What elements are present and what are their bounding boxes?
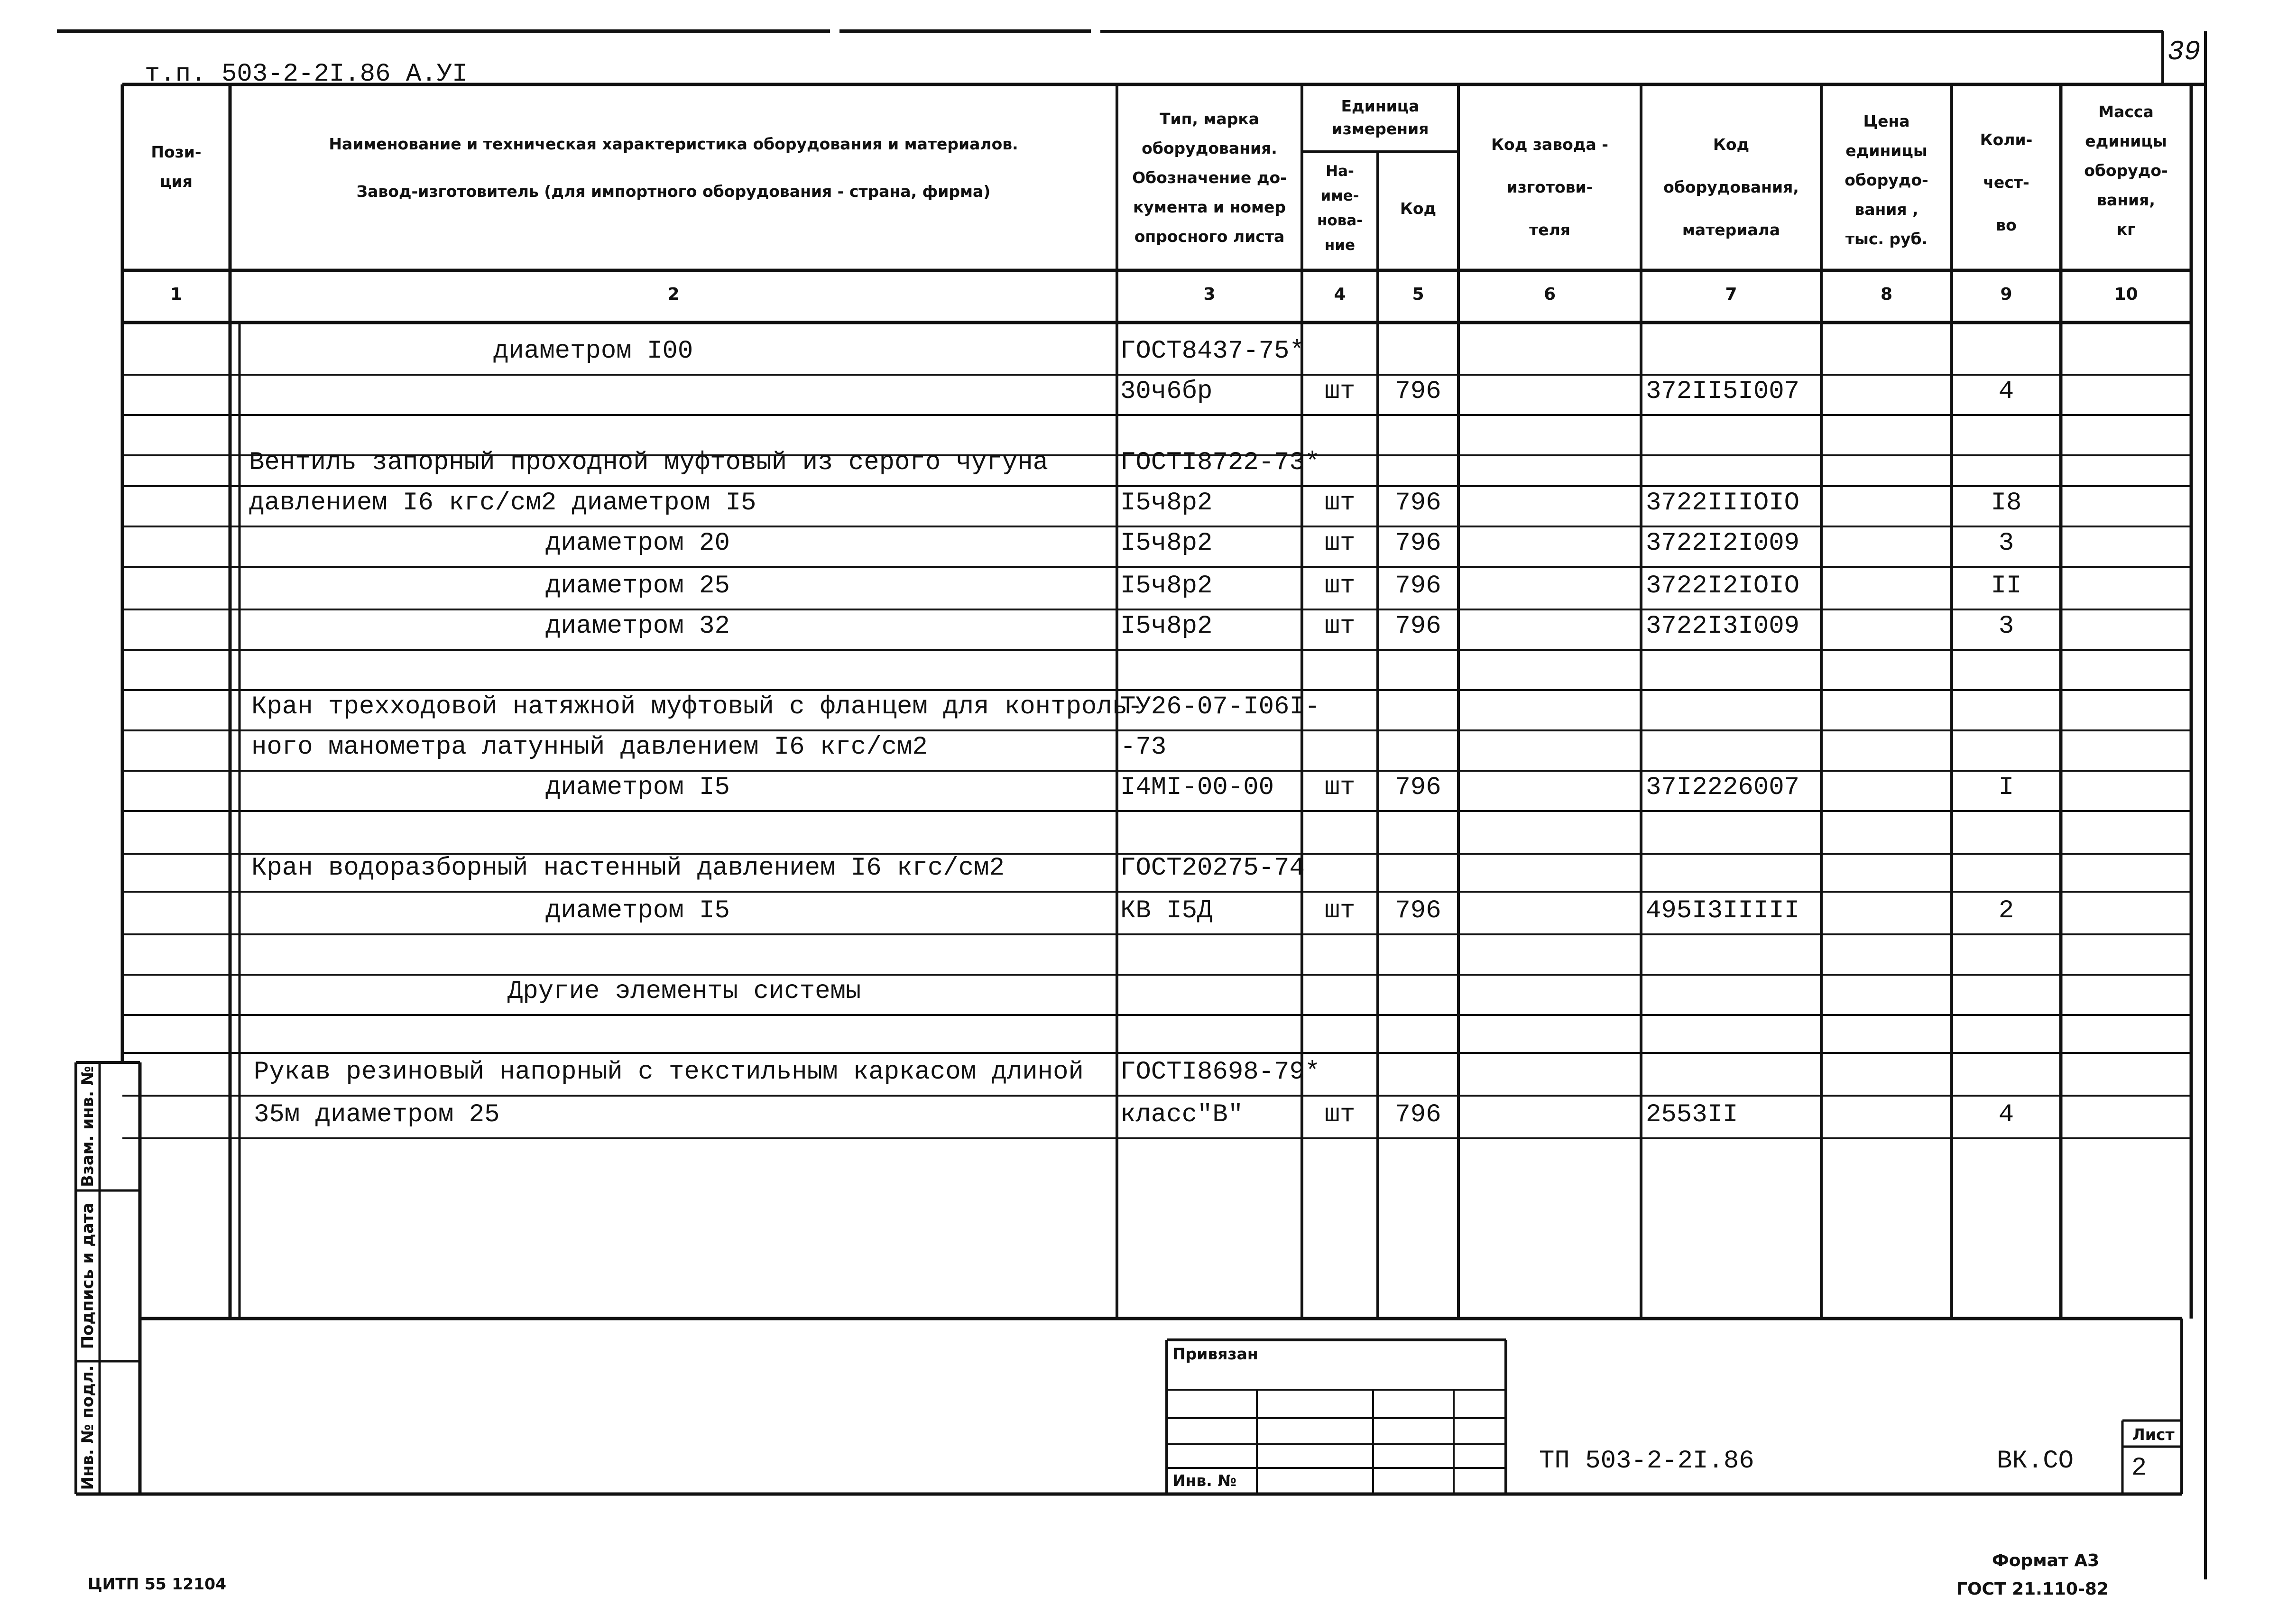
row-unit: шт [1324,489,1356,517]
row-name: Другие элементы системы [507,977,861,1006]
row-name: Кран трехходовой натяжной муфтовый с фланцем для контроль- [251,692,1143,721]
row-type: ГОСТI8722-73* [1120,448,1320,477]
column-number-9: 9 [2000,285,2012,304]
row-name: давлением I6 кгс/см2 диаметром I5 [249,489,756,517]
row-type: -73 [1120,733,1167,762]
row-unit-code: 796 [1395,612,1441,641]
gost-label: ГОСТ 21.110-82 [1956,1579,2109,1598]
row-unit-code: 796 [1395,773,1441,802]
row-unit: шт [1324,572,1356,600]
row-name: диаметром 20 [545,529,730,558]
header-unit-group: Единица измерения [1331,97,1429,138]
row-name: диаметром I00 [493,337,693,366]
privyazan-label: Привязан [1172,1345,1258,1363]
column-number-5: 5 [1412,285,1424,304]
column-number-7: 7 [1725,285,1737,304]
row-type: I5ч8р2 [1120,572,1213,600]
header-quantity: Коли- чест- во [1980,130,2033,234]
row-qty: II [1991,572,2022,600]
row-type: I4МI-00-00 [1120,773,1274,802]
row-type: КВ I5Д [1120,896,1213,925]
row-unit-code: 796 [1395,896,1441,925]
column-number-4: 4 [1334,285,1346,304]
row-code: 3722I2IOIO [1646,572,1800,600]
column-number-6: 6 [1543,285,1556,304]
row-code: 372II5I007 [1646,377,1800,406]
row-qty: 4 [1998,377,2014,406]
row-unit: шт [1324,773,1356,802]
footer-code: ЦИТП 55 12104 [88,1575,227,1593]
row-type: I5ч8р2 [1120,529,1213,558]
row-type: I5ч8р2 [1120,612,1213,641]
header-position: Пози- ция [151,143,202,191]
row-type: ГОСТI8698-79* [1120,1058,1320,1087]
header-name-line2: Завод-изготовитель (для импортного оборудования - страна, фирма) [356,182,991,201]
row-type: 30ч6бр [1120,377,1213,406]
row-unit: шт [1324,529,1356,558]
designation: ТП 503-2-2I.86 [1539,1447,1754,1476]
row-qty: 3 [1998,612,2014,641]
document-mark: ВК.СО [1997,1447,2074,1476]
row-unit: шт [1324,1100,1356,1129]
page-number: 39 [2168,37,2201,68]
row-name: диаметром I5 [545,896,730,925]
row-code: 3722I2I009 [1646,529,1800,558]
side-sign-date: Подпись и дата [78,1202,97,1349]
row-qty: I [1998,773,2014,802]
row-name: Кран водоразборный настенный давлением I6 кгс/см2 [251,854,1005,883]
row-name: диаметром I5 [545,773,730,802]
row-name: Рукав резиновый напорный с текстильным каркасом длиной [254,1058,1084,1087]
header-name-line1: Наименование и техническая характеристика оборудования и материалов. [329,135,1018,153]
row-type: ГОСТ20275-74 [1120,854,1305,883]
header-equipment-code: Код оборудования, материала [1663,135,1799,239]
sheet-label: Лист [2132,1425,2175,1444]
row-code: 37I2226007 [1646,773,1800,802]
row-name: диаметром 25 [545,572,730,600]
row-unit-code: 796 [1395,489,1441,517]
row-type: ТУ26-07-I06I- [1120,692,1320,721]
inv-no-label: Инв. № [1172,1471,1237,1490]
row-name: 35м диаметром 25 [254,1100,500,1129]
row-unit-code: 796 [1395,377,1441,406]
format-label: Формат А3 [1992,1551,2100,1570]
row-code: 3722I3I009 [1646,612,1800,641]
row-type: ГОСТ8437-75* [1120,337,1305,366]
row-name: ного манометра латунный давлением I6 кгс/см2 [251,733,928,762]
row-type: класс"В" [1120,1100,1244,1129]
row-qty: 3 [1998,529,2014,558]
side-inv-podl: Инв. № подл. [78,1365,97,1490]
row-name: диаметром 32 [545,612,730,641]
header-price: Цена единицы оборудо- вания , тыс. руб. [1845,112,1928,248]
row-code: 3722IIIOIO [1646,489,1800,517]
column-number-2: 2 [667,285,680,304]
column-number-3: 3 [1203,285,1216,304]
header-type: Тип, марка оборудования. Обозначение до- кумента и номер опросного листа [1132,110,1287,246]
row-unit-code: 796 [1395,529,1441,558]
row-unit: шт [1324,377,1356,406]
doc-reference: т.п. 503-2-2I.86 А.УI [145,60,468,89]
row-unit: шт [1324,896,1356,925]
column-number-8: 8 [1880,285,1893,304]
header-unit-code: Код [1400,199,1437,218]
row-unit-code: 796 [1395,572,1441,600]
header-unit-name: На- име- нова- ние [1317,163,1363,254]
row-code: 495I3IIIII [1646,896,1800,925]
row-qty: 4 [1998,1100,2014,1129]
row-name: Вентиль запорный проходной муфтовый из серого чугуна [249,448,1049,477]
row-unit-code: 796 [1395,1100,1441,1129]
row-type: I5ч8р2 [1120,489,1213,517]
row-qty: 2 [1998,896,2014,925]
column-number-10: 10 [2114,285,2138,304]
row-unit: шт [1324,612,1356,641]
sheet-value: 2 [2131,1454,2147,1483]
header-mass: Масса единицы оборудо- вания, кг [2084,102,2168,239]
header-factory-code: Код завода - изготови- теля [1491,135,1608,239]
column-number-1: 1 [170,285,183,304]
row-code: 2553II [1646,1100,1738,1129]
side-inv-zam: Взам. инв. № [78,1066,97,1187]
row-qty: I8 [1991,489,2022,517]
